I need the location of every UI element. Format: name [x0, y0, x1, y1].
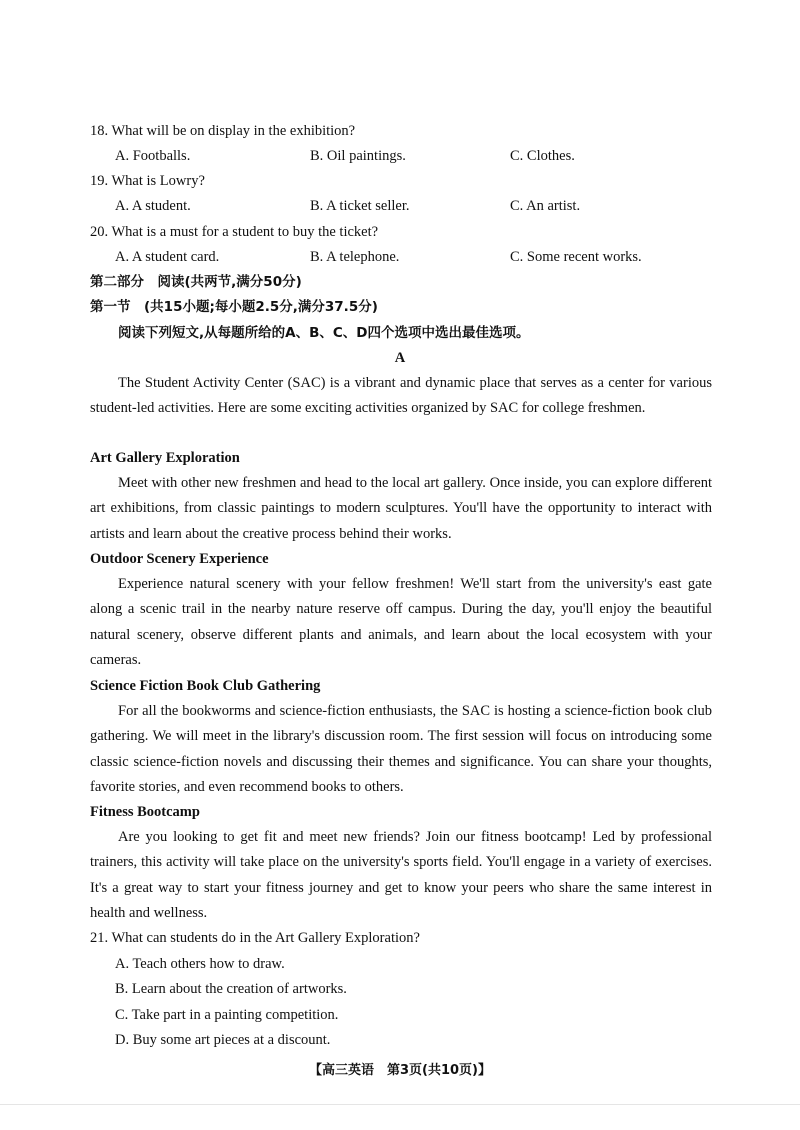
passage-intro: The Student Activity Center (SAC) is a vibrant and dynamic place that serves as a center for various student-led activities. Here are some exciting activities organized by SAC for college freshmen.: [90, 375, 712, 417]
activity-heading-outdoor: Outdoor Scenery Experience: [90, 551, 269, 567]
activity-text-book-club: For all the bookworms and science-fiction enthusiasts, the SAC is hosting a science-fiction book club gathering. We will meet in the library's discussion room. The first session will focus on introducing some classic science-fiction novels and discussing their themes and significance. You can share your thoughts, favorite stories, and even recommend books to others.: [90, 703, 712, 795]
activity-text-outdoor: Experience natural scenery with your fellow freshmen! We'll start from the university's east gate along a scenic trail in the nearby nature reserve off campus. During the day, you'll enjoy the beautiful natural scenery, observe different plants and animals, and learn about the local ecosystem with your cameras.: [90, 576, 712, 668]
question-21-option-c: C. Take part in a painting competition.: [115, 1007, 339, 1023]
question-21-option-d: D. Buy some art pieces at a discount.: [115, 1032, 331, 1048]
bottom-divider: [0, 1104, 800, 1105]
question-18-option-c: C. Clothes.: [510, 148, 575, 164]
activity-heading-book-club: Science Fiction Book Club Gathering: [90, 678, 321, 694]
question-18-option-b: B. Oil paintings.: [310, 148, 406, 164]
question-20-option-b: B. A telephone.: [310, 249, 400, 265]
reading-instruction: 阅读下列短文,从每题所给的A、B、C、D四个选项中选出最佳选项。: [118, 325, 530, 341]
question-20-option-a: A. A student card.: [115, 249, 220, 265]
activity-heading-art-gallery: Art Gallery Exploration: [90, 450, 240, 466]
section1-title: 第一节 (共15小题;每小题2.5分,满分37.5分): [90, 299, 378, 315]
question-20-option-c: C. Some recent works.: [510, 249, 642, 265]
activity-text-fitness: Are you looking to get fit and meet new friends? Join our fitness bootcamp! Led by professional trainers, this activity will take place on the university's sports field. You'll engage in a variety of exercises. It's a great way to start your fitness journey and get to know your peers who share the same interest in health and wellness.: [90, 829, 712, 921]
question-19-option-a: A. A student.: [115, 198, 191, 214]
question-21-stem: 21. What can students do in the Art Gallery Exploration?: [90, 930, 420, 946]
question-18-stem: 18. What will be on display in the exhibition?: [90, 123, 356, 139]
question-19-option-c: C. An artist.: [510, 198, 581, 214]
activity-text-art-gallery: Meet with other new freshmen and head to the local art gallery. Once inside, you can explore different art exhibitions, from classic paintings to modern sculptures. You'll have the opportunity to interact with artists and learn about the creative process behind their works.: [90, 475, 712, 542]
question-20-stem: 20. What is a must for a student to buy the ticket?: [90, 224, 379, 240]
activity-heading-fitness: Fitness Bootcamp: [90, 804, 200, 820]
question-21-option-a: A. Teach others how to draw.: [115, 956, 285, 972]
page-footer: 【高三英语 第3页(共10页)】: [308, 1063, 492, 1078]
question-19-stem: 19. What is Lowry?: [90, 173, 205, 189]
question-21-option-b: B. Learn about the creation of artworks.: [115, 981, 347, 997]
question-19-option-b: B. A ticket seller.: [310, 198, 410, 214]
passage-letter: A: [394, 350, 406, 366]
question-18-option-a: A. Footballs.: [115, 148, 191, 164]
part2-title: 第二部分 阅读(共两节,满分50分): [90, 274, 302, 290]
